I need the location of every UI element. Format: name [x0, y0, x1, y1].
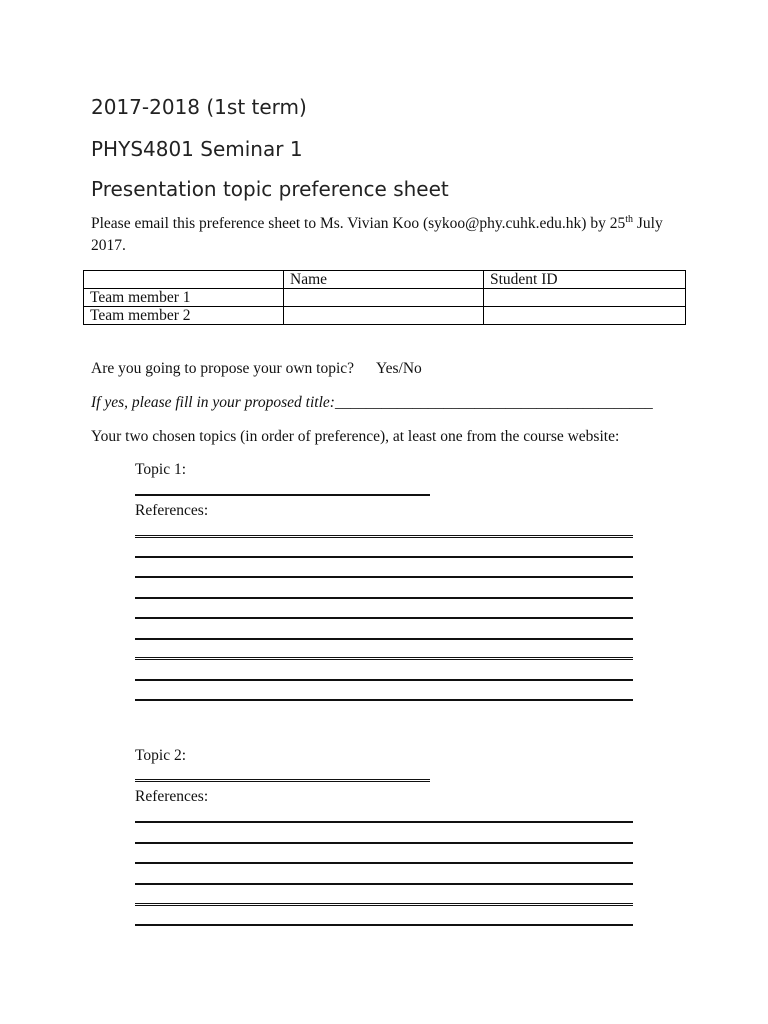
table-row — [84, 289, 686, 307]
name-cell[interactable] — [284, 307, 484, 325]
team-member-label: Team member 2 — [84, 307, 284, 325]
topic-1-reference-line[interactable] — [135, 535, 633, 538]
topic-1-label: Topic 1: — [135, 461, 187, 478]
course-heading: PHYS4801 Seminar 1 — [91, 137, 303, 161]
topic-2-reference-line[interactable] — [135, 924, 633, 926]
page-title: Presentation topic preference sheet — [91, 177, 449, 201]
proposed-title-field[interactable] — [91, 394, 653, 412]
topic-1-answer-line[interactable] — [135, 494, 430, 496]
topic-2-reference-line[interactable] — [135, 862, 633, 864]
topic-2-references-label: References: — [135, 788, 209, 805]
instructions-month: July — [632, 215, 663, 232]
student-id-cell[interactable] — [484, 307, 686, 325]
date-superscript: th — [625, 214, 633, 225]
table-row — [84, 307, 686, 325]
topic-1-reference-line[interactable] — [135, 699, 633, 701]
instructions-line-1 — [91, 215, 663, 233]
name-cell[interactable] — [284, 289, 484, 307]
topic-1-reference-line[interactable] — [135, 679, 633, 681]
proposed-title-prompt: If yes, please fill in your proposed title: — [91, 394, 335, 411]
topic-1-reference-line[interactable] — [135, 657, 633, 660]
topic-1-reference-line[interactable] — [135, 597, 633, 599]
topic-2-reference-line[interactable] — [135, 842, 633, 844]
topic-1-reference-line[interactable] — [135, 576, 633, 578]
topic-1-references-label: References: — [135, 502, 209, 519]
topic-1-reference-line[interactable] — [135, 617, 633, 619]
own-topic-answer: Yes/No — [376, 360, 422, 377]
own-topic-question: Are you going to propose your own topic? — [91, 360, 355, 377]
chosen-topics-prompt: Your two chosen topics (in order of preference), at least one from the course website: — [91, 428, 620, 445]
topic-1-reference-line[interactable] — [135, 556, 633, 558]
table-header-cell — [84, 271, 284, 289]
topic-1-reference-line[interactable] — [135, 638, 633, 640]
table-header-cell: Student ID — [484, 271, 686, 289]
proposed-title-blank[interactable]: _________________________________________ — [334, 394, 653, 411]
topic-2-label: Topic 2: — [135, 747, 187, 764]
student-id-cell[interactable] — [484, 289, 686, 307]
table-header-row — [84, 271, 686, 289]
topic-2-answer-line[interactable] — [135, 779, 430, 782]
team-members-table — [83, 270, 686, 325]
team-member-label: Team member 1 — [84, 289, 284, 307]
instructions-text: Please email this preference sheet to Ms. Vivian Koo (sykoo@phy.cuhk.edu.hk) by 25 — [91, 215, 626, 232]
term-heading: 2017-2018 (1st term) — [91, 95, 307, 119]
instructions-line-2: 2017. — [91, 237, 126, 254]
topic-2-reference-line[interactable] — [135, 821, 633, 823]
table-header-cell: Name — [284, 271, 484, 289]
topic-2-reference-line[interactable] — [135, 903, 633, 906]
topic-2-reference-line[interactable] — [135, 883, 633, 885]
